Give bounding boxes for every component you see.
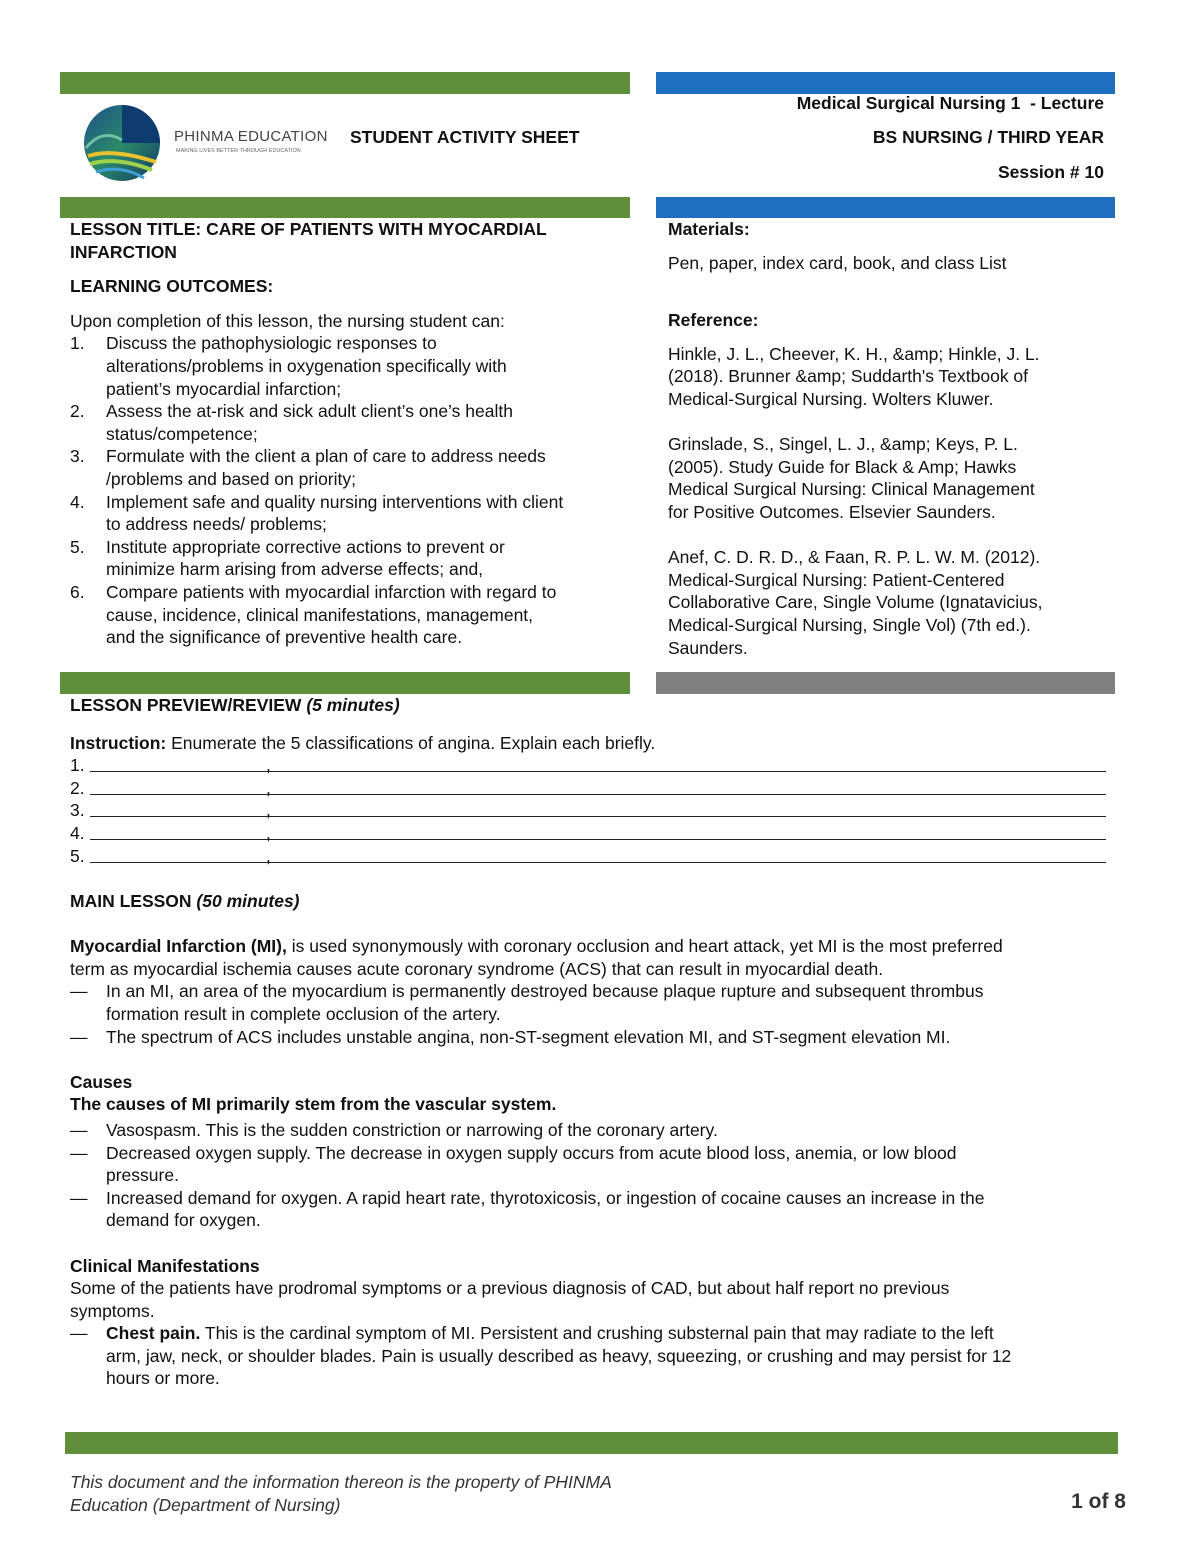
section-bar-right-1: [656, 197, 1115, 218]
lesson-column: [70, 218, 630, 649]
answer-blanks: [70, 754, 1120, 867]
main-heading: MAIN LESSON: [70, 891, 192, 911]
mi-point: [70, 1026, 1130, 1049]
answer-term-field[interactable]: [90, 862, 278, 863]
dash-bullet: —: [70, 1323, 88, 1344]
header-bar-left: [60, 72, 630, 94]
cause-text: Vasospasm. This is the sudden constriction or narrowing of the coronary artery.: [106, 1119, 718, 1140]
reference-text: Anef, C. D. R. D., & Faan, R. P. L. W. M. (2012).: [668, 547, 1041, 568]
mi-line1: is used synonymously with coronary occlusion and heart attack, yet MI is the most preferred: [286, 936, 1003, 957]
outcome-number: 1.: [70, 333, 85, 354]
cause-text: Increased demand for oxygen. A rapid heart rate, thyrotoxicosis, or ingestion of cocaine causes an increase in the: [106, 1187, 985, 1208]
answer-number: 2.: [70, 777, 85, 798]
mi-point: [70, 980, 1130, 1025]
page-number: 1 of 8: [1071, 1490, 1126, 1513]
outcome-text: Formulate with the client a plan of care to address needs: [106, 446, 546, 467]
reference-item: [668, 433, 1108, 523]
clinical-line1: Some of the patients have prodromal symptoms or a previous diagnosis of CAD, but about half report no previous: [70, 1278, 950, 1299]
reference-text: Medical-Surgical Nursing. Wolters Kluwer.: [668, 388, 994, 409]
answer-number: 5.: [70, 845, 85, 866]
outcomes-heading: LEARNING OUTCOMES:: [70, 276, 274, 297]
outcome-text: status/competence;: [106, 423, 258, 444]
dash-bullet: —: [70, 1026, 88, 1047]
reference-text: Grinslade, S., Singel, L. J., &amp; Keys, P. L.: [668, 434, 1018, 455]
outcome-text: and the significance of preventive health care.: [106, 627, 463, 648]
reference-item: [668, 343, 1108, 411]
preview-instruction: [70, 732, 1120, 755]
course-title: Medical Surgical Nursing 1 - Lecture: [796, 93, 1104, 113]
sheet-title: STUDENT ACTIVITY SHEET: [350, 127, 580, 147]
outcome-number: 4.: [70, 491, 85, 512]
answer-comma: ,: [266, 755, 271, 776]
answer-comma: ,: [266, 800, 271, 821]
answer-term-field[interactable]: [90, 816, 278, 817]
cause-item: [70, 1187, 1130, 1232]
outcome-item: [70, 491, 630, 536]
lesson-title-line1: LESSON TITLE: CARE OF PATIENTS WITH MYOCARDIAL: [70, 219, 547, 239]
materials-text: Pen, paper, index card, book, and class List: [668, 252, 1007, 273]
mi-term: Myocardial Infarction (MI),: [70, 936, 287, 957]
footer-notice: [70, 1471, 612, 1516]
answer-comma: ,: [266, 845, 271, 866]
answer-term-field[interactable]: [90, 839, 278, 840]
answer-comma: ,: [266, 777, 271, 798]
header-bar-right: [656, 72, 1115, 94]
reference-text: Medical Surgical Nursing: Clinical Management: [668, 479, 1035, 500]
footer-bar: [65, 1432, 1118, 1454]
mi-line2: term as myocardial ischemia causes acute coronary syndrome (ACS) that can result in myocardial death.: [70, 958, 884, 979]
lesson-title-line2: INFARCTION: [70, 241, 177, 262]
reference-heading: Reference:: [668, 310, 759, 331]
reference-text: (2018). Brunner &amp; Suddarth's Textbook of: [668, 366, 1029, 387]
preview-heading-row: [70, 694, 1120, 717]
dash-bullet: —: [70, 981, 88, 1002]
cause-item: [70, 1142, 1130, 1187]
chest-pain-line1: This is the cardinal symptom of MI. Persistent and crushing substernal pain that may radiate to the left: [200, 1323, 994, 1344]
cause-text: demand for oxygen.: [106, 1210, 261, 1231]
answer-row: [70, 777, 1120, 800]
outcome-text: Assess the at-risk and sick adult client’s one’s health: [106, 401, 513, 422]
program-title: BS NURSING / THIRD YEAR: [872, 127, 1104, 147]
reference-text: Medical-Surgical Nursing, Single Vol) (7th ed.).: [668, 614, 1031, 635]
outcome-item: [70, 400, 630, 445]
answer-explanation-field[interactable]: [276, 816, 1106, 817]
mi-point-text: The spectrum of ACS includes unstable angina, non-ST-segment elevation MI, and ST-segment elevation MI.: [106, 1026, 951, 1047]
section-bar-left-1: [60, 197, 630, 218]
dash-bullet: —: [70, 1119, 88, 1140]
mi-definition: [70, 935, 1130, 980]
dash-bullet: —: [70, 1142, 88, 1163]
causes-heading: Causes: [70, 1071, 133, 1092]
logo-tagline: MAKING LIVES BETTER THROUGH EDUCATION: [176, 148, 301, 154]
answer-row: [70, 822, 1120, 845]
reference-text: Hinkle, J. L., Cheever, K. H., &amp; Hinkle, J. L.: [668, 343, 1040, 364]
reference-text: (2005). Study Guide for Black & Amp; Hawks: [668, 456, 1017, 477]
outcome-text: Compare patients with myocardial infarction with regard to: [106, 581, 557, 602]
reference-item: [668, 546, 1108, 659]
answer-number: 1.: [70, 755, 85, 776]
preview-heading: LESSON PREVIEW/REVIEW: [70, 695, 302, 715]
reference-text: Medical-Surgical Nursing: Patient-Centered: [668, 569, 1005, 590]
mi-point-text: formation result in complete occlusion of the artery.: [106, 1003, 501, 1024]
answer-comma: ,: [266, 822, 271, 843]
outcome-number: 3.: [70, 446, 85, 467]
outcome-number: 5.: [70, 536, 85, 557]
answer-row: [70, 845, 1120, 868]
outcome-text: patient’s myocardial infarction;: [106, 378, 342, 399]
answer-row: [70, 799, 1120, 822]
answer-explanation-field[interactable]: [276, 862, 1106, 863]
phinma-logo: [82, 98, 332, 188]
answer-term-field[interactable]: [90, 771, 278, 772]
footer-line2: Education (Department of Nursing): [70, 1494, 341, 1515]
chest-pain-item: [70, 1322, 1130, 1390]
outcome-item: [70, 581, 630, 649]
outcome-text: /problems and based on priority;: [106, 468, 356, 489]
preview-time: (5 minutes): [306, 695, 400, 715]
answer-explanation-field[interactable]: [276, 794, 1106, 795]
outcome-text: minimize harm arising from adverse effects; and,: [106, 559, 484, 580]
cause-text: pressure.: [106, 1165, 179, 1186]
main-time: (50 minutes): [196, 891, 300, 911]
preview-section: [70, 694, 1120, 867]
outcomes-list: [70, 332, 630, 648]
section-bar-left-2: [60, 672, 630, 694]
outcome-number: 6.: [70, 581, 85, 602]
reference-text: for Positive Outcomes. Elsevier Saunders.: [668, 501, 996, 522]
clinical-heading: Clinical Manifestations: [70, 1255, 260, 1276]
mi-point-text: In an MI, an area of the myocardium is permanently destroyed because plaque rupture and subsequent thrombus: [106, 981, 984, 1002]
outcome-item: [70, 445, 630, 490]
answer-explanation-field[interactable]: [276, 839, 1106, 840]
reference-text: Collaborative Care, Single Volume (Ignatavicius,: [668, 592, 1043, 613]
session-number: Session # 10: [997, 162, 1104, 182]
answer-number: 3.: [70, 800, 85, 821]
logo-text: PHINMA EDUCATION: [174, 128, 328, 145]
reference-text: Saunders.: [668, 637, 748, 658]
clinical-line2: symptoms.: [70, 1300, 155, 1321]
chest-pain-term: Chest pain.: [106, 1323, 201, 1344]
outcome-text: Discuss the pathophysiologic responses to: [106, 333, 437, 354]
cause-text: Decreased oxygen supply. The decrease in oxygen supply occurs from acute blood loss, anemia, or low blood: [106, 1142, 957, 1163]
main-lesson-section: [70, 890, 1130, 1390]
outcome-text: to address needs/ problems;: [106, 514, 327, 535]
logo-emblem-icon: [82, 98, 162, 188]
outcome-text: alterations/problems in oxygenation specifically with: [106, 355, 507, 376]
footer-line1: This document and the information thereon is the property of PHINMA: [70, 1472, 612, 1492]
outcome-item: [70, 332, 630, 400]
dash-bullet: —: [70, 1187, 88, 1208]
causes-subheading: The causes of MI primarily stem from the vascular system.: [70, 1094, 557, 1115]
answer-row: [70, 754, 1120, 777]
section-bar-right-2: [656, 672, 1115, 694]
outcomes-intro: Upon completion of this lesson, the nursing student can:: [70, 310, 505, 331]
outcome-text: Implement safe and quality nursing interventions with client: [106, 491, 564, 512]
instruction-text: Enumerate the 5 classifications of angina. Explain each briefly.: [166, 732, 656, 753]
instruction-label: Instruction:: [70, 732, 167, 753]
answer-explanation-field[interactable]: [276, 771, 1106, 772]
outcome-item: [70, 536, 630, 581]
main-heading-row: [70, 890, 1130, 913]
outcome-text: Institute appropriate corrective actions to prevent or: [106, 536, 505, 557]
outcome-number: 2.: [70, 401, 85, 422]
materials-column: [668, 218, 1108, 659]
chest-pain-line3: hours or more.: [106, 1368, 220, 1389]
answer-term-field[interactable]: [90, 794, 278, 795]
cause-item: [70, 1119, 1130, 1142]
chest-pain-line2: arm, jaw, neck, or shoulder blades. Pain is usually described as heavy, squeezing, or crushing and may persist for 12: [106, 1345, 1012, 1366]
materials-heading: Materials:: [668, 219, 750, 239]
answer-number: 4.: [70, 822, 85, 843]
outcome-text: cause, incidence, clinical manifestations, management,: [106, 604, 534, 625]
